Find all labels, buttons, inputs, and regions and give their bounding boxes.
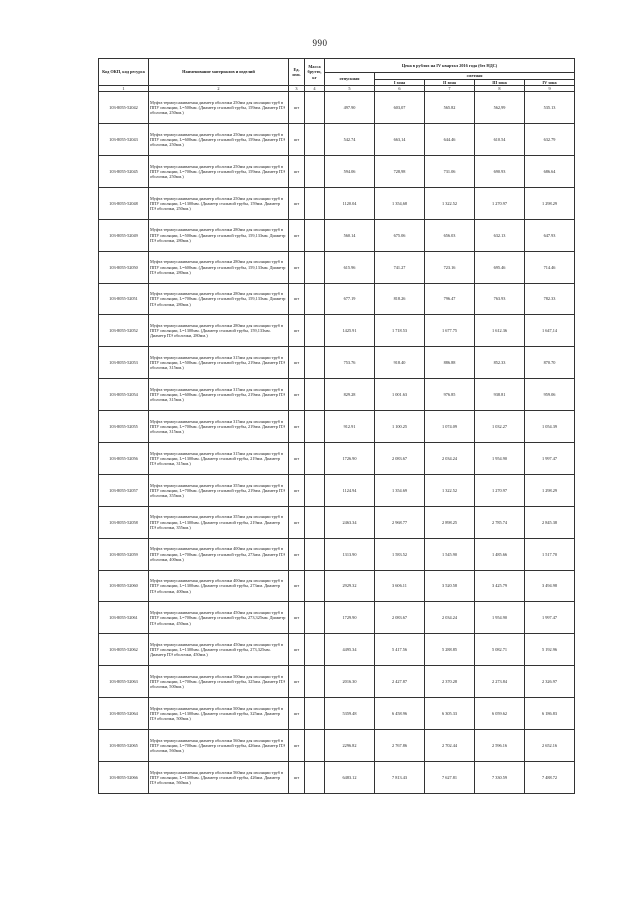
header-code: Код ОКП, код ресурса [99, 59, 149, 86]
cell-zone-4: 1 054.39 [525, 411, 575, 443]
cell-zone-3: 1 954.90 [475, 602, 525, 634]
cell-mass [305, 602, 325, 634]
cell-mass [305, 155, 325, 187]
cell-zone-2: 886.88 [425, 347, 475, 379]
header-zone-4: IV зона [525, 79, 575, 86]
cell-code: 103-8055-52045 [99, 155, 149, 187]
cell-zone-1: 603,07 [375, 92, 425, 124]
cell-unit: шт [289, 347, 305, 379]
cell-zone-3: 632.13 [475, 219, 525, 251]
cell-zone-1: 5 417.56 [375, 634, 425, 666]
cell-zone-1: 741.27 [375, 251, 425, 283]
cell-zone-4: 7 488.72 [525, 761, 575, 793]
header-zone-3: III зона [475, 79, 525, 86]
header-name: Наименование материалов и изделий [149, 59, 289, 86]
cell-zone-2: 976.85 [425, 379, 475, 411]
cell-code: 103-8055-52049 [99, 219, 149, 251]
cell-name: Муфта термоусаживаемая диаметр оболочки 250мм для изоляции труб в ППУ изоляции, L=500мм. (Диаметр стальной трубы, 159мм. Диаметр ПЭ оболочки, 250мм.) [149, 92, 289, 124]
cell-name: Муфта термоусаживаемая диаметр оболочки 315мм для изоляции труб в ППУ изоляции, L=700мм. (Диаметр стальной трубы, 219мм. Диаметр ПЭ оболочки, 315мм.) [149, 411, 289, 443]
cell-mass [305, 666, 325, 698]
cell-wholesale: 2296.82 [325, 730, 375, 762]
cell-zone-2: 644.46 [425, 124, 475, 156]
cell-zone-2: 2 702.44 [425, 730, 475, 762]
cell-zone-4: 6 186.83 [525, 698, 575, 730]
cell-zone-4: 1 647,14 [525, 315, 575, 347]
cell-zone-1: 2 968.77 [375, 506, 425, 538]
cell-wholesale: 2463.34 [325, 506, 375, 538]
cell-zone-3: 5 082.71 [475, 634, 525, 666]
cell-zone-4: 1 298.29 [525, 474, 575, 506]
cell-zone-2: 7 627.81 [425, 761, 475, 793]
cell-zone-1: 1 583.52 [375, 538, 425, 570]
cell-wholesale: 2929.32 [325, 570, 375, 602]
cell-mass [305, 634, 325, 666]
cell-name: Муфта термоусаживаемая диаметр оболочки 280мм для изоляции труб в ППУ изоляции, L=700мм. (Диаметр стальной трубы, 159,133мм. Диаметр ПЭ оболочки, 280мм.) [149, 283, 289, 315]
cell-zone-3: 1 485.66 [475, 538, 525, 570]
cell-code: 103-8055-52056 [99, 443, 149, 475]
cell-zone-2: 3 520.58 [425, 570, 475, 602]
cell-mass [305, 92, 325, 124]
cell-zone-2: 1 677.75 [425, 315, 475, 347]
cell-code: 103-8055-52064 [99, 698, 149, 730]
cell-mass [305, 251, 325, 283]
cell-mass [305, 761, 325, 793]
cell-unit: шт [289, 570, 305, 602]
cell-unit: шт [289, 602, 305, 634]
cell-zone-1: 2 083.67 [375, 443, 425, 475]
cell-wholesale: 1120.04 [325, 187, 375, 219]
cell-mass [305, 347, 325, 379]
cell-zone-4: 535.13 [525, 92, 575, 124]
cell-zone-2: 1 322.52 [425, 187, 475, 219]
cell-code: 103-8055-52054 [99, 379, 149, 411]
cell-zone-2: 1 074.09 [425, 411, 475, 443]
cell-unit: шт [289, 251, 305, 283]
cell-wholesale: 2016.30 [325, 666, 375, 698]
cell-zone-2: 6 305.33 [425, 698, 475, 730]
cell-code: 103-8055-52060 [99, 570, 149, 602]
cell-wholesale: 1124.94 [325, 474, 375, 506]
cell-zone-1: 663,14 [375, 124, 425, 156]
cell-unit: шт [289, 698, 305, 730]
table-row [99, 124, 575, 156]
cell-unit: шт [289, 219, 305, 251]
cell-zone-4: 1 997.47 [525, 602, 575, 634]
cell-code: 103-8055-52063 [99, 666, 149, 698]
cell-mass [305, 474, 325, 506]
table-row [99, 379, 575, 411]
table-row [99, 538, 575, 570]
cell-zone-4: 647.93 [525, 219, 575, 251]
header-mass: Масса брутто, кг [305, 59, 325, 86]
cell-code: 103-8055-52062 [99, 634, 149, 666]
cell-zone-1: 1 354,68 [375, 187, 425, 219]
header-prices-title: Цена в рублях на IV квартал 2016 года (без НДС) [325, 59, 575, 73]
cell-code: 103-8055-52065 [99, 730, 149, 762]
cell-unit: шт [289, 730, 305, 762]
cell-name: Муфта термоусаживаемая диаметр оболочки 450мм для изоляции труб в ППУ изоляции, L=700мм. (Диаметр стальной трубы, 273,325мм. Диаметр ПЭ оболочки, 450мм.) [149, 602, 289, 634]
cell-zone-3: 2 273.84 [475, 666, 525, 698]
cell-name: Муфта термоусаживаемая диаметр оболочки 280мм для изоляции труб в ППУ изоляции, L=1300мм. (Диаметр стальной трубы, 159,133мм. Диаметр ПЭ оболочки, 280мм.) [149, 315, 289, 347]
cell-unit: шт [289, 155, 305, 187]
cell-zone-3: 6 059.62 [475, 698, 525, 730]
cell-mass [305, 730, 325, 762]
col-number: 8 [475, 86, 525, 92]
table-row [99, 602, 575, 634]
cell-name: Муфта термоусаживаемая диаметр оболочки 400мм для изоляции труб в ППУ изоляции, L=1300мм. (Диаметр стальной трубы, 273мм. Диаметр ПЭ оболочки, 400мм.) [149, 570, 289, 602]
cell-zone-3: 1 270.97 [475, 187, 525, 219]
table-row [99, 92, 575, 124]
cell-zone-3: 3 425.79 [475, 570, 525, 602]
col-number: 2 [149, 86, 289, 92]
table-row [99, 698, 575, 730]
cell-mass [305, 283, 325, 315]
col-number: 5 [325, 86, 375, 92]
header-unit: Ед. изм. [289, 59, 305, 86]
cell-name: Муфта термоусаживаемая диаметр оболочки 500мм для изоляции труб в ППУ изоляции, L=1300мм. (Диаметр стальной трубы, 325мм. Диаметр ПЭ оболочки, 500мм.) [149, 698, 289, 730]
cell-zone-4: 632.79 [525, 124, 575, 156]
cell-unit: шт [289, 283, 305, 315]
cell-wholesale: 912.91 [325, 411, 375, 443]
table-row [99, 347, 575, 379]
cell-wholesale: 542.74 [325, 124, 375, 156]
header-estimate: сметная [375, 73, 575, 80]
cell-zone-2: 1 322.52 [425, 474, 475, 506]
cell-wholesale: 677.19 [325, 283, 375, 315]
cell-unit: шт [289, 187, 305, 219]
table-row [99, 570, 575, 602]
header-wholesale: отпускная [325, 73, 375, 86]
table-row [99, 730, 575, 762]
cell-name: Муфта термоусаживаемая диаметр оболочки 250мм для изоляции труб в ППУ изоляции, L=600мм. (Диаметр стальной трубы, 159мм. Диаметр ПЭ оболочки, 250мм.) [149, 124, 289, 156]
cell-zone-3: 1 032.27 [475, 411, 525, 443]
cell-zone-2: 796.47 [425, 283, 475, 315]
cell-wholesale: 497.90 [325, 92, 375, 124]
cell-zone-1: 2 427.87 [375, 666, 425, 698]
cell-zone-3: 562,99 [475, 92, 525, 124]
cell-zone-2: 5 288.85 [425, 634, 475, 666]
cell-zone-2: 723.16 [425, 251, 475, 283]
cell-name: Муфта термоусаживаемая диаметр оболочки 280мм для изоляции труб в ППУ изоляции, L=600мм. (Диаметр стальной трубы, 159,133мм. Диаметр ПЭ оболочки, 280мм.) [149, 251, 289, 283]
cell-name: Муфта термоусаживаемая диаметр оболочки 355мм для изоляции труб в ППУ изоляции, L=1300мм. (Диаметр стальной трубы, 219мм. Диаметр ПЭ оболочки, 355мм.) [149, 506, 289, 538]
cell-zone-3: 852.33 [475, 347, 525, 379]
cell-zone-2: 731.06 [425, 155, 475, 187]
cell-code: 103-8055-52058 [99, 506, 149, 538]
cell-zone-1: 7 813.43 [375, 761, 425, 793]
cell-unit: шт [289, 379, 305, 411]
cell-zone-1: 818.26 [375, 283, 425, 315]
cell-name: Муфта термоусаживаемая диаметр оболочки 450мм для изоляции труб в ППУ изоляции, L=1300мм. (Диаметр стальной трубы, 273,325мм. Диаметр ПЭ оболочки, 450мм.) [149, 634, 289, 666]
cell-zone-2: 2 370.28 [425, 666, 475, 698]
cell-mass [305, 315, 325, 347]
cell-zone-4: 1 997.47 [525, 443, 575, 475]
cell-zone-1: 6 458.96 [375, 698, 425, 730]
cell-mass [305, 443, 325, 475]
table-body [99, 92, 575, 794]
cell-code: 103-8055-52043 [99, 124, 149, 156]
header-zone-2: II зона [425, 79, 475, 86]
col-number: 4 [305, 86, 325, 92]
cell-wholesale: 6483.12 [325, 761, 375, 793]
cell-wholesale: 1425.91 [325, 315, 375, 347]
cell-zone-4: 2 652.16 [525, 730, 575, 762]
price-table [98, 58, 575, 794]
cell-zone-2: 2 034.24 [425, 602, 475, 634]
cell-name: Муфта термоусаживаемая диаметр оболочки 250мм для изоляции труб в ППУ изоляции, L=700мм. (Диаметр стальной трубы, 159мм. Диаметр ПЭ оболочки, 250мм.) [149, 155, 289, 187]
col-number: 9 [525, 86, 575, 92]
cell-zone-2: 2 898.25 [425, 506, 475, 538]
cell-zone-1: 3 606.11 [375, 570, 425, 602]
cell-mass [305, 219, 325, 251]
cell-mass [305, 570, 325, 602]
cell-zone-2: 2 034.24 [425, 443, 475, 475]
cell-wholesale: 615.96 [325, 251, 375, 283]
cell-wholesale: 5359.48 [325, 698, 375, 730]
cell-code: 103-8055-52066 [99, 761, 149, 793]
cell-wholesale: 1729.90 [325, 602, 375, 634]
cell-zone-4: 1 298.29 [525, 187, 575, 219]
cell-zone-1: 2 767.86 [375, 730, 425, 762]
table-row [99, 506, 575, 538]
cell-mass [305, 538, 325, 570]
table-row [99, 251, 575, 283]
col-number: 3 [289, 86, 305, 92]
cell-zone-4: 5 192.96 [525, 634, 575, 666]
cell-wholesale: 753.76 [325, 347, 375, 379]
cell-unit: шт [289, 538, 305, 570]
cell-zone-2: 1 545.90 [425, 538, 475, 570]
cell-zone-3: 938.81 [475, 379, 525, 411]
cell-mass [305, 411, 325, 443]
table-row [99, 155, 575, 187]
table-row [99, 187, 575, 219]
cell-zone-3: 763.93 [475, 283, 525, 315]
cell-unit: шт [289, 92, 305, 124]
cell-code: 103-8055-52052 [99, 315, 149, 347]
table-row [99, 219, 575, 251]
cell-unit: шт [289, 666, 305, 698]
cell-zone-3: 690.93 [475, 155, 525, 187]
cell-zone-3: 2 785.74 [475, 506, 525, 538]
table-row [99, 315, 575, 347]
cell-unit: шт [289, 443, 305, 475]
cell-zone-3: 695.46 [475, 251, 525, 283]
table-row [99, 474, 575, 506]
cell-code: 103-8055-52057 [99, 474, 149, 506]
cell-name: Муфта термоусаживаемая диаметр оболочки 560мм для изоляции труб в ППУ изоляции, L=1300мм. (Диаметр стальной трубы, 426мм. Диаметр ПЭ оболочки, 560мм.) [149, 761, 289, 793]
cell-name: Муфта термоусаживаемая диаметр оболочки 280мм для изоляции труб в ППУ изоляции, L=500мм. (Диаметр стальной трубы, 159,133мм. Диаметр ПЭ оболочки, 280мм.) [149, 219, 289, 251]
cell-zone-4: 3 494.98 [525, 570, 575, 602]
cell-name: Муфта термоусаживаемая диаметр оболочки 400мм для изоляции труб в ППУ изоляции, L=700мм. (Диаметр стальной трубы, 273мм. Диаметр ПЭ оболочки, 400мм.) [149, 538, 289, 570]
cell-zone-3: 7 330.59 [475, 761, 525, 793]
cell-code: 103-8055-52053 [99, 347, 149, 379]
cell-code: 103-8055-52051 [99, 283, 149, 315]
cell-wholesale: 829.28 [325, 379, 375, 411]
table-row [99, 666, 575, 698]
cell-unit: шт [289, 315, 305, 347]
cell-unit: шт [289, 474, 305, 506]
cell-zone-4: 782.33 [525, 283, 575, 315]
cell-zone-4: 714.46 [525, 251, 575, 283]
cell-zone-3: 1 270.97 [475, 474, 525, 506]
cell-unit: шт [289, 506, 305, 538]
cell-zone-3: 610.54 [475, 124, 525, 156]
table-row [99, 411, 575, 443]
cell-wholesale: 594.06 [325, 155, 375, 187]
cell-unit: шт [289, 761, 305, 793]
cell-name: Муфта термоусаживаемая диаметр оболочки 560мм для изоляции труб в ППУ изоляции, L=700мм. (Диаметр стальной трубы, 426мм. Диаметр ПЭ оболочки, 560мм.) [149, 730, 289, 762]
cell-zone-1: 1 718.53 [375, 315, 425, 347]
cell-zone-1: 1 354.69 [375, 474, 425, 506]
cell-code: 103-8055-52059 [99, 538, 149, 570]
cell-zone-4: 2 326.97 [525, 666, 575, 698]
table-row [99, 443, 575, 475]
table-row [99, 634, 575, 666]
cell-zone-1: 2 083.67 [375, 602, 425, 634]
cell-mass [305, 698, 325, 730]
cell-name: Муфта термоусаживаемая диаметр оболочки 315мм для изоляции труб в ППУ изоляции, L=1300мм. (Диаметр стальной трубы, 219мм. Диаметр ПЭ оболочки, 315мм.) [149, 443, 289, 475]
col-number: 7 [425, 86, 475, 92]
cell-unit: шт [289, 411, 305, 443]
cell-code: 103-8055-52050 [99, 251, 149, 283]
cell-unit: шт [289, 634, 305, 666]
table-row [99, 761, 575, 793]
cell-zone-4: 959.06 [525, 379, 575, 411]
cell-name: Муфта термоусаживаемая диаметр оболочки 500мм для изоляции труб в ППУ изоляции, L=700мм. (Диаметр стальной трубы, 325мм. Диаметр ПЭ оболочки, 500мм.) [149, 666, 289, 698]
cell-zone-1: 918.40 [375, 347, 425, 379]
cell-zone-2: 656.03 [425, 219, 475, 251]
cell-mass [305, 124, 325, 156]
cell-wholesale: 560.14 [325, 219, 375, 251]
cell-zone-1: 728,98 [375, 155, 425, 187]
cell-code: 103-8055-52048 [99, 187, 149, 219]
cell-zone-3: 1 612.36 [475, 315, 525, 347]
col-number: 6 [375, 86, 425, 92]
cell-zone-4: 870.70 [525, 347, 575, 379]
cell-mass [305, 379, 325, 411]
cell-zone-4: 686.64 [525, 155, 575, 187]
col-number: 1 [99, 86, 149, 92]
header-zone-1: I зона [375, 79, 425, 86]
cell-zone-2: 565.82 [425, 92, 475, 124]
cell-mass [305, 506, 325, 538]
cell-wholesale: 4495.34 [325, 634, 375, 666]
cell-code: 103-8055-52055 [99, 411, 149, 443]
cell-name: Муфта термоусаживаемая диаметр оболочки 315мм для изоляции труб в ППУ изоляции, L=600мм. (Диаметр стальной трубы, 219мм. Диаметр ПЭ оболочки, 315мм.) [149, 379, 289, 411]
cell-zone-3: 2 596.16 [475, 730, 525, 762]
cell-unit: шт [289, 124, 305, 156]
cell-zone-3: 1 954.90 [475, 443, 525, 475]
cell-zone-1: 675.06 [375, 219, 425, 251]
cell-wholesale: 1313.90 [325, 538, 375, 570]
table-row [99, 283, 575, 315]
cell-wholesale: 1726.90 [325, 443, 375, 475]
cell-name: Муфта термоусаживаемая диаметр оболочки 355мм для изоляции труб в ППУ изоляции, L=700мм. (Диаметр стальной трубы, 219мм. Диаметр ПЭ оболочки, 355мм.) [149, 474, 289, 506]
cell-zone-1: 1 001.63 [375, 379, 425, 411]
cell-code: 103-8055-52061 [99, 602, 149, 634]
cell-zone-4: 1 517.70 [525, 538, 575, 570]
cell-zone-1: 1 100.25 [375, 411, 425, 443]
cell-name: Муфта термоусаживаемая диаметр оболочки 315мм для изоляции труб в ППУ изоляции, L=500мм. (Диаметр стальной трубы, 219мм. Диаметр ПЭ оболочки, 315мм.) [149, 347, 289, 379]
cell-mass [305, 187, 325, 219]
page-number: 990 [312, 38, 328, 48]
cell-name: Муфта термоусаживаемая диаметр оболочки 250мм для изоляции труб в ППУ изоляции, L=1300мм. (Диаметр стальной трубы, 159мм. Диаметр ПЭ оболочки, 250мм.) [149, 187, 289, 219]
cell-zone-4: 2 845.38 [525, 506, 575, 538]
cell-code: 103-8055-52042 [99, 92, 149, 124]
